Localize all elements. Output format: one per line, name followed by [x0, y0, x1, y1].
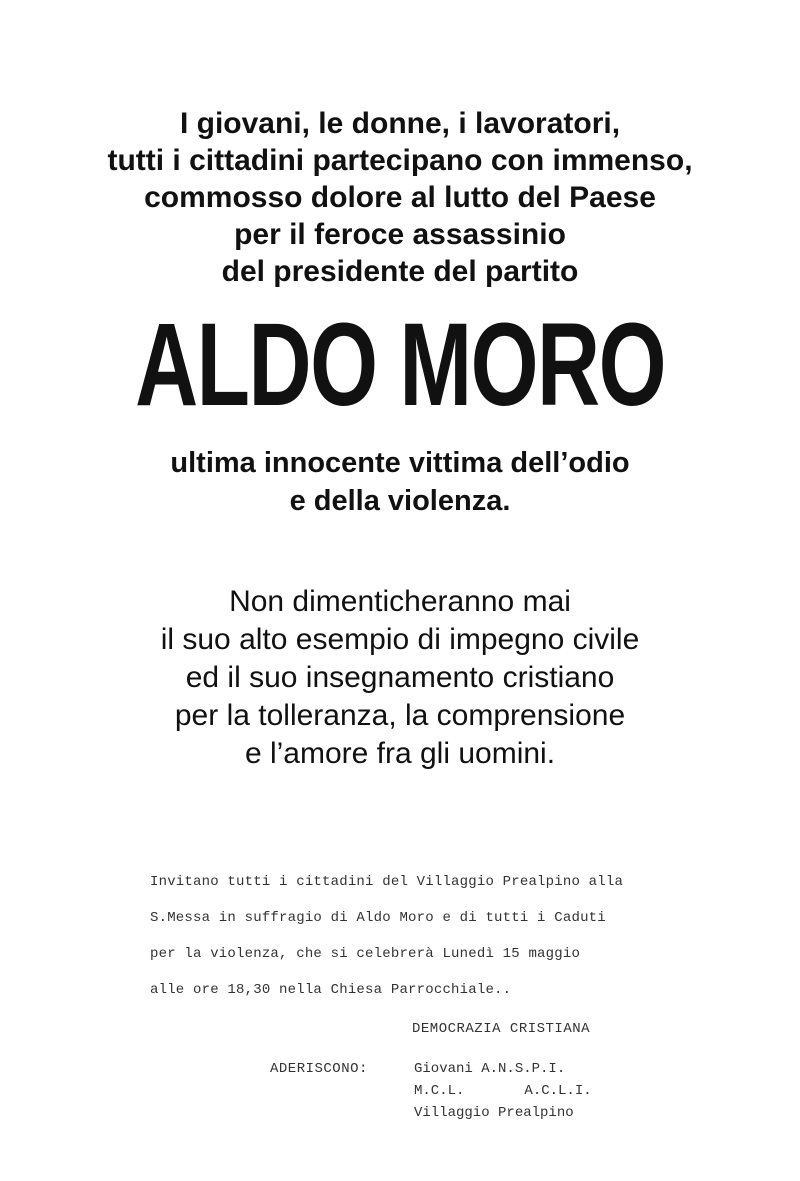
subheading-block	[0, 444, 800, 520]
name-title: ALDO MORO	[135, 299, 665, 431]
heading-block	[0, 105, 800, 290]
invitation-block	[150, 864, 623, 1008]
adherents-row	[270, 1102, 592, 1124]
message-line: per la tolleranza, la comprensione	[174, 699, 626, 732]
adherent-item: Giovani A.N.S.P.I.	[414, 1061, 566, 1077]
subheading-line: e della violenza.	[289, 485, 511, 517]
adherent-item: A.C.L.I.	[524, 1083, 592, 1099]
heading-line: commosso dolore al lutto del Paese	[144, 181, 656, 214]
adherents-row	[270, 1058, 592, 1080]
signature: DEMOCRAZIA CRISTIANA	[412, 1021, 591, 1037]
message-line: il suo alto esempio di impegno civile	[160, 623, 640, 656]
invitation-line: Invitano tutti i cittadini del Villaggio Prealpino alla	[150, 874, 624, 890]
heading-line: I giovani, le donne, i lavoratori,	[179, 107, 621, 140]
adherents-block	[270, 1058, 592, 1124]
message-line: e l’amore fra gli uomini.	[244, 737, 556, 770]
name-title-block	[0, 300, 800, 430]
adherent-item: Villaggio Prealpino	[414, 1105, 574, 1121]
invitation-line: S.Messa in suffragio di Aldo Moro e di tutti i Caduti	[150, 910, 606, 926]
invitation-line: per la violenza, che si celebrerà Lunedì 15 maggio	[150, 946, 581, 962]
invitation-line: alle ore 18,30 nella Chiesa Parrocchiale..	[150, 982, 512, 998]
message-line: ed il suo insegnamento cristiano	[185, 661, 615, 694]
message-block	[0, 583, 800, 773]
adherent-item: M.C.L.	[414, 1083, 465, 1099]
heading-line: tutti i cittadini partecipano con immenso,	[107, 144, 693, 177]
subheading-line: ultima innocente vittima dell’odio	[170, 447, 630, 479]
heading-line: del presidente del partito	[221, 255, 579, 288]
heading-line: per il feroce assassinio	[234, 218, 566, 251]
message-line: Non dimenticheranno mai	[229, 585, 571, 618]
adherents-row	[270, 1080, 592, 1102]
adherents-label: ADERISCONO:	[270, 1061, 368, 1077]
